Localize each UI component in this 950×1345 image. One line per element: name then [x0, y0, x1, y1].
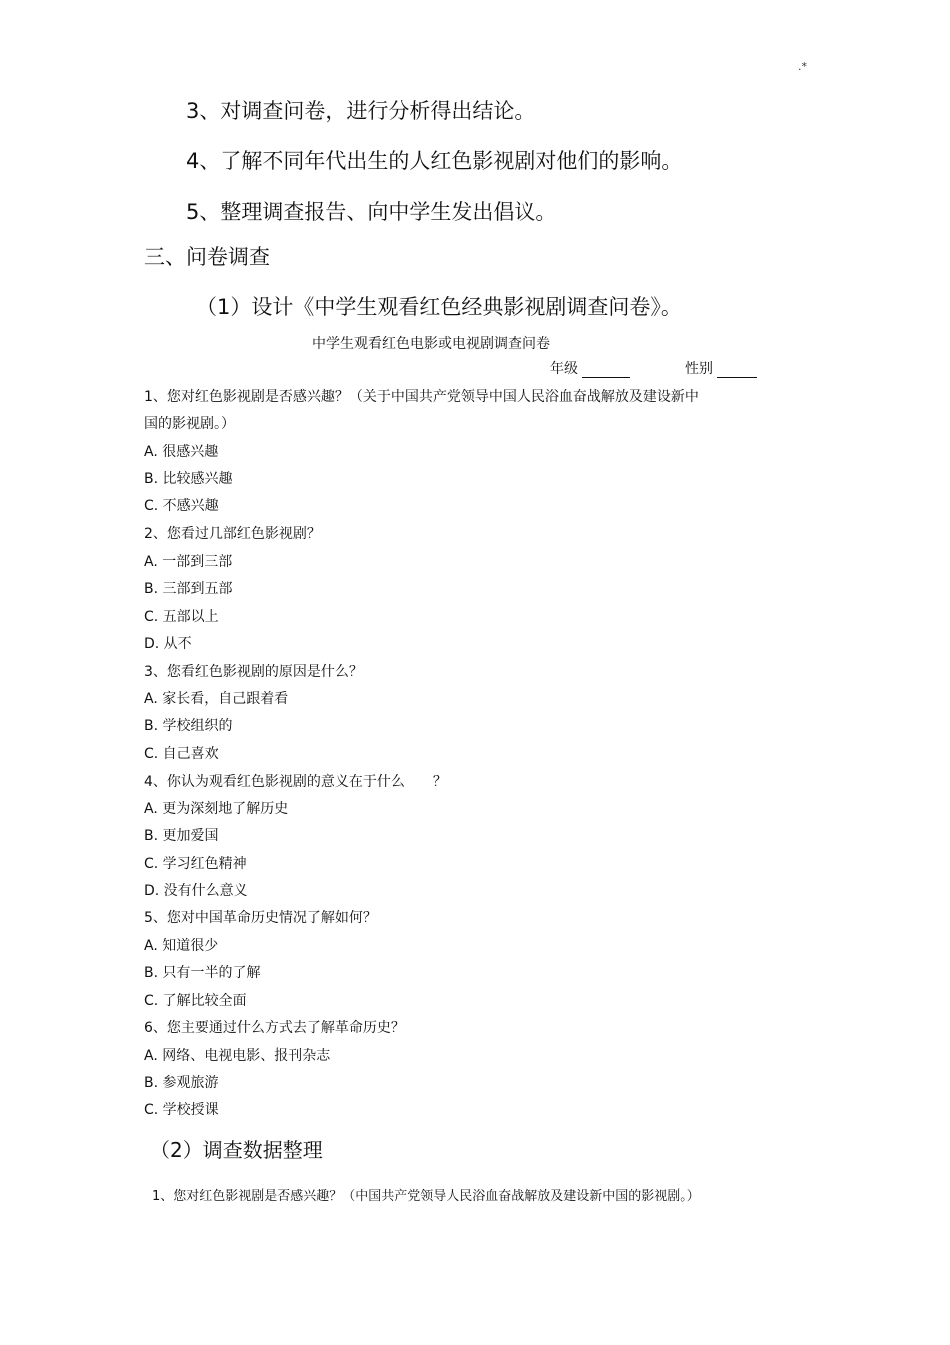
survey-option: C. 了解比较全面 — [144, 993, 247, 1009]
survey-option: A. 很感兴趣 — [144, 444, 219, 460]
survey-option: B. 更加爱国 — [144, 828, 219, 844]
survey-option: B. 学校组织的 — [144, 718, 233, 734]
survey-option: A. 家长看，自己跟着看 — [144, 691, 289, 707]
survey-option: D. 从不 — [144, 636, 192, 652]
survey-option: B. 参观旅游 — [144, 1075, 219, 1091]
survey-option: B. 三部到五部 — [144, 581, 233, 597]
survey-question: 3、您看红色影视剧的原因是什么？ — [144, 664, 363, 680]
survey-option: A. 更为深刻地了解历史 — [144, 801, 289, 817]
survey-option: A. 知道很少 — [144, 938, 219, 954]
survey-option: C. 学习红色精神 — [144, 856, 247, 872]
step-3: 3、对调查问卷，进行分析得出结论。 — [186, 99, 536, 123]
gender-field — [685, 358, 757, 378]
data-question-1: 1、您对红色影视剧是否感兴趣？（中国共产党领导人民浴血奋战解放及建设新中国的影视剧。） — [152, 1189, 700, 1204]
survey-option: B. 只有一半的了解 — [144, 965, 261, 981]
survey-option: D. 没有什么意义 — [144, 883, 248, 899]
step-5: 5、整理调查报告、向中学生发出倡议。 — [186, 200, 557, 224]
survey-question: 1、您对红色影视剧是否感兴趣？（关于中国共产党领导中国人民浴血奋战解放及建设新中 — [144, 389, 699, 405]
section-heading: 三、问卷调查 — [144, 245, 270, 269]
grade-label: 年级 — [550, 361, 578, 377]
survey-question: 2、您看过几部红色影视剧？ — [144, 526, 321, 542]
survey-option: C. 学校授课 — [144, 1102, 219, 1118]
corner-mark: .* — [798, 60, 807, 73]
gender-blank — [717, 363, 757, 378]
survey-option: A. 网络、电视电影、报刊杂志 — [144, 1048, 331, 1064]
survey-option: C. 不感兴趣 — [144, 498, 219, 514]
subheading-data: （2）调查数据整理 — [150, 1138, 323, 1162]
survey-option: A. 一部到三部 — [144, 554, 233, 570]
survey-question: 5、您对中国革命历史情况了解如何？ — [144, 910, 377, 926]
grade-field — [550, 358, 630, 378]
survey-option: C. 五部以上 — [144, 609, 219, 625]
subheading-design: （1）设计《中学生观看红色经典影视剧调查问卷》。 — [196, 295, 682, 319]
step-4: 4、了解不同年代出生的人红色影视剧对他们的影响。 — [186, 149, 683, 173]
survey-question: 4、你认为观看红色影视剧的意义在于什么 ？ — [144, 774, 447, 790]
gender-label: 性别 — [685, 361, 713, 377]
survey-option: C. 自己喜欢 — [144, 746, 219, 762]
survey-title: 中学生观看红色电影或电视剧调查问卷 — [312, 336, 550, 352]
survey-question: 国的影视剧。） — [144, 416, 235, 432]
survey-option: B. 比较感兴趣 — [144, 471, 233, 487]
survey-question: 6、您主要通过什么方式去了解革命历史？ — [144, 1020, 405, 1036]
grade-blank — [582, 363, 630, 378]
